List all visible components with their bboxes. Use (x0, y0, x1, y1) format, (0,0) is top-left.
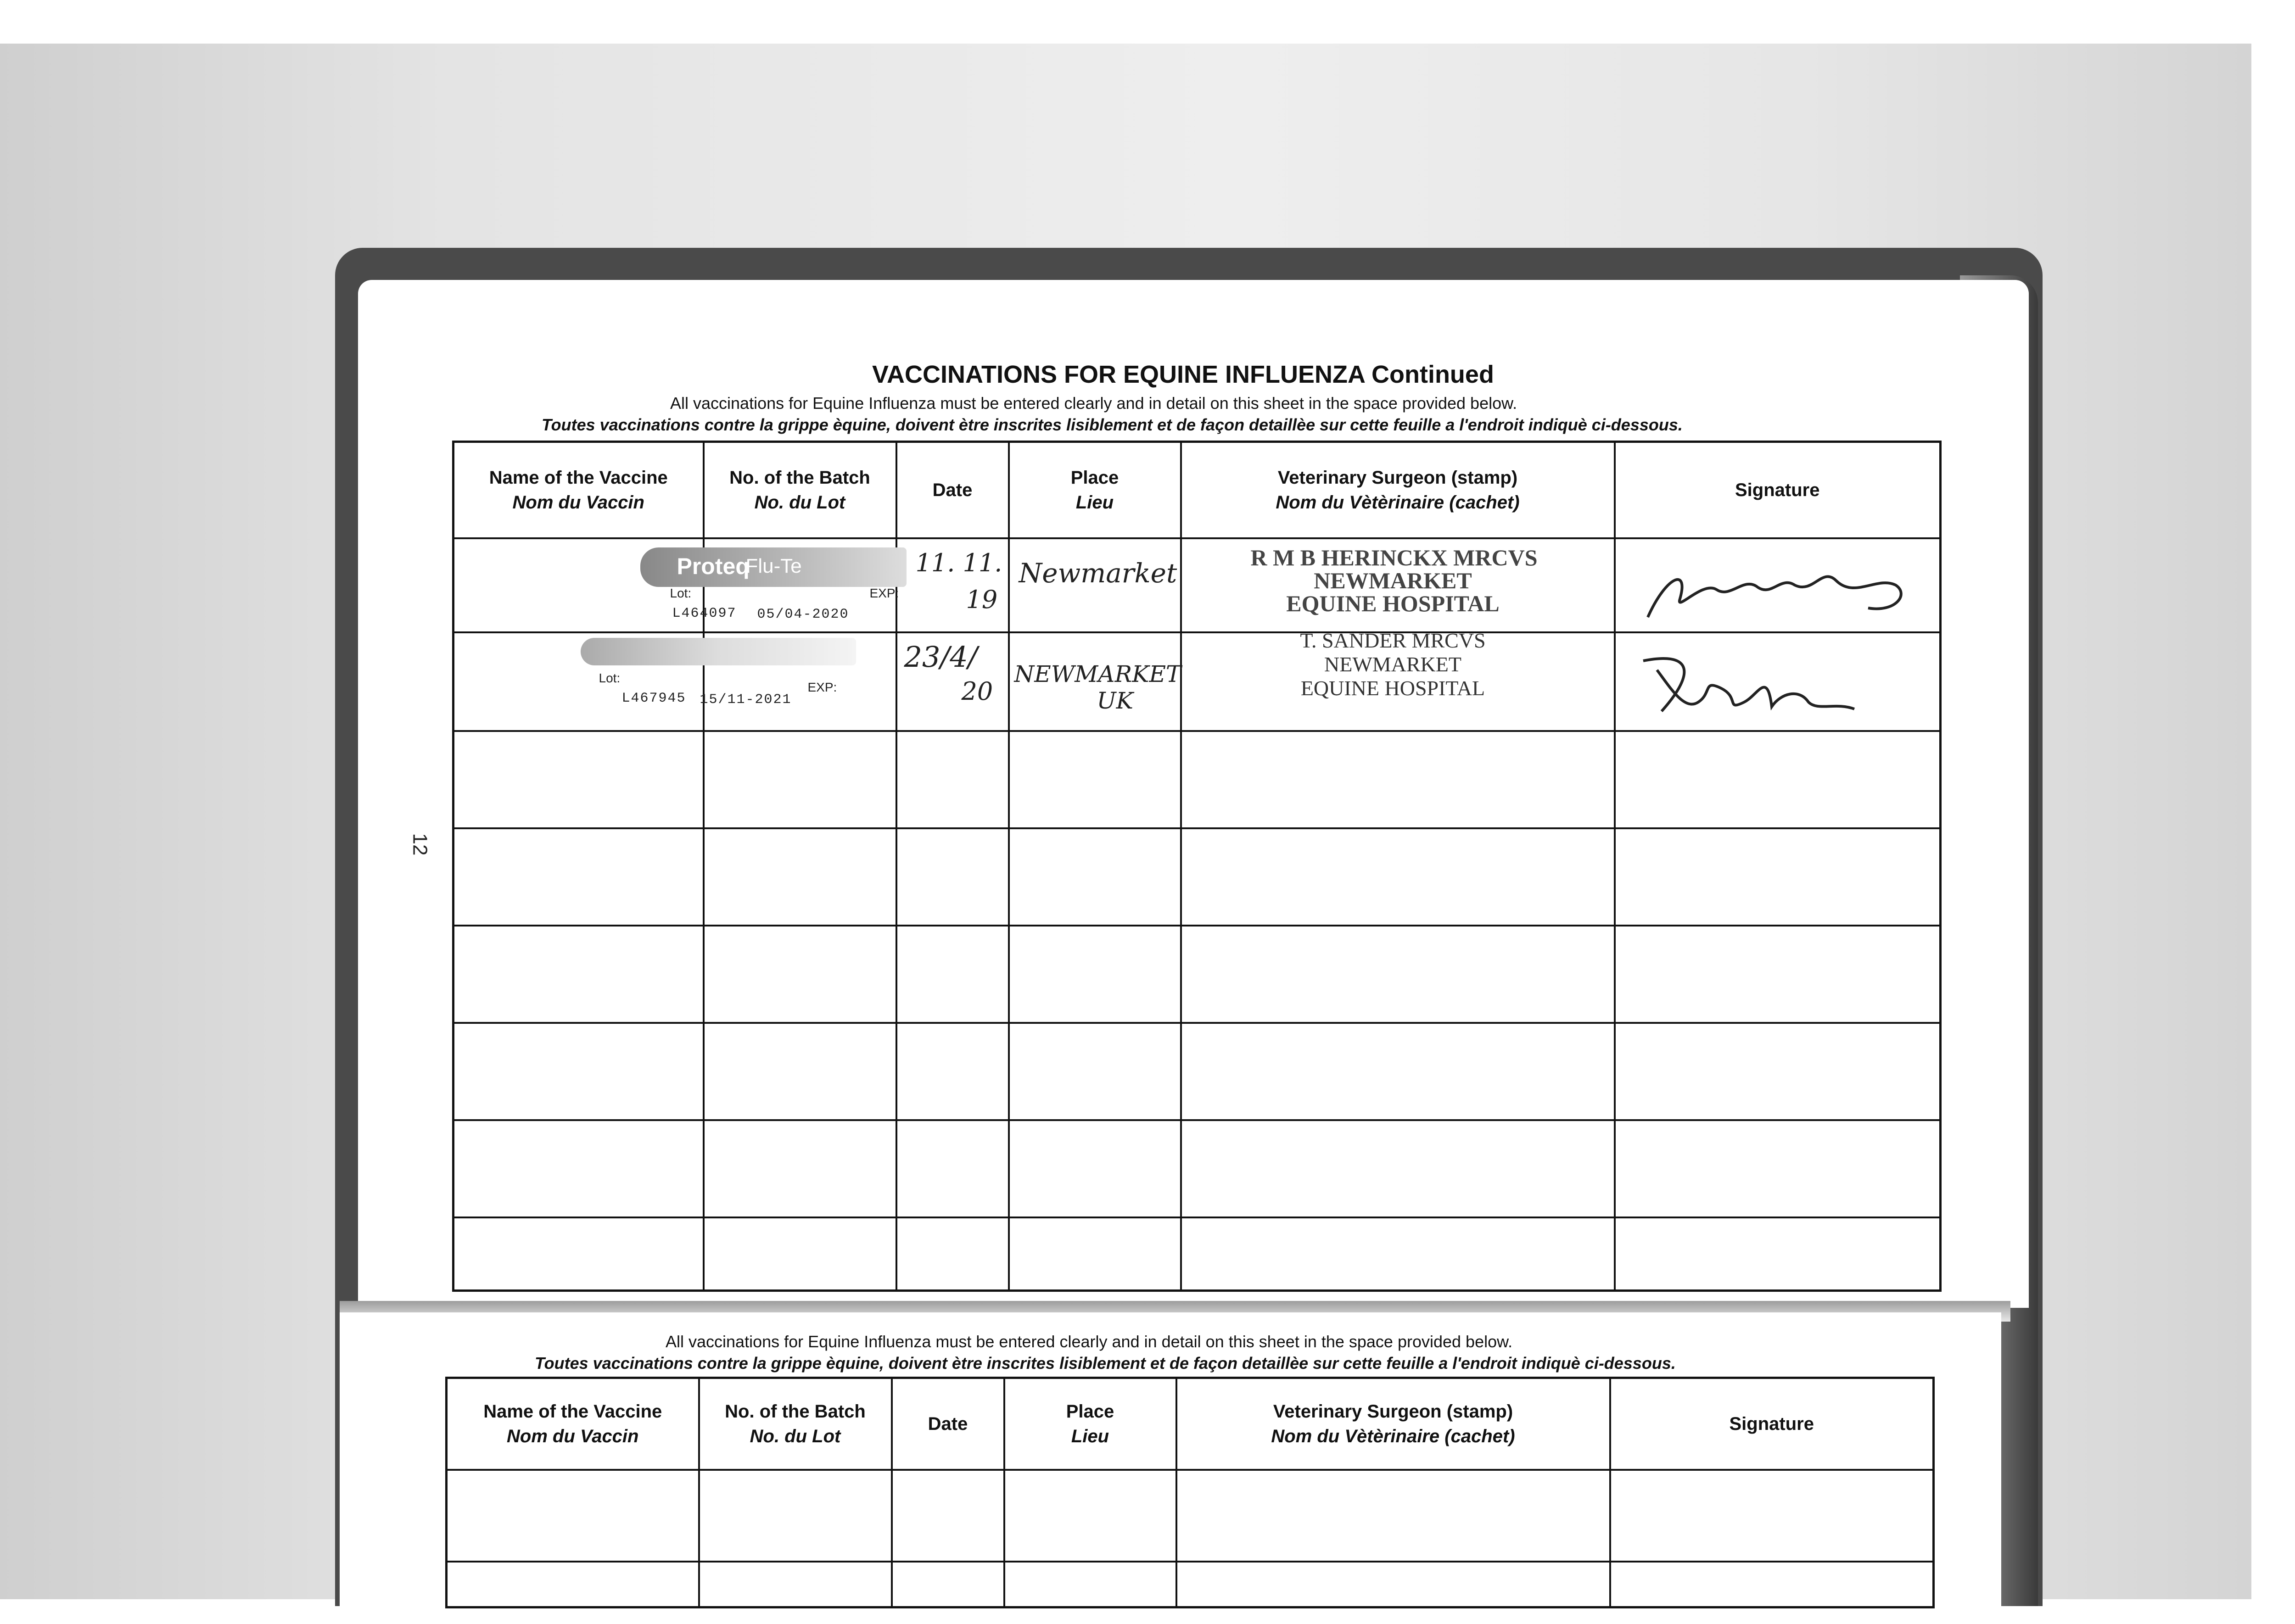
cell-vet-stamp (1181, 628, 1615, 731)
cell-signature (1615, 632, 1941, 731)
table-row (453, 538, 1941, 632)
exp-label: EXP: (869, 586, 899, 600)
lot-expiry: 05/04-2020 (757, 606, 849, 622)
lot-number: L464097 (672, 605, 737, 621)
stamp-line: NEWMARKET (1314, 567, 1472, 593)
table-row (447, 1470, 1934, 1562)
cell-vet-stamp (1181, 538, 1615, 632)
cell-signature (1615, 538, 1941, 632)
stamp-line: EQUINE HOSPITAL (1286, 590, 1500, 616)
table-row (453, 731, 1941, 828)
instruction-english: All vaccinations for Equine Influenza must be entered clearly and in detail on this sheet in the space provided below. (666, 1332, 1513, 1351)
cell-date (896, 538, 1009, 632)
stamp-line: EQUINE HOSPITAL (1300, 676, 1485, 700)
signature-mark (1639, 548, 1914, 626)
table-header-row (447, 1378, 1934, 1470)
table-row (453, 926, 1941, 1023)
stamp-line: R M B HERINCKX MRCVS (1250, 544, 1538, 570)
lot-label: Lot: (670, 586, 692, 600)
stamp-line: NEWMARKET (1324, 652, 1461, 676)
header-batch: No. of the Batch No. du Lot (699, 1378, 892, 1470)
instruction-french: Toutes vaccinations contre la grippe èquine, doivent ètre inscrites lisiblement et de façon detaillèe sur cette feuille a l'endroit indiquè ci-dessous. (535, 1354, 1676, 1373)
vet-stamp (1251, 629, 1535, 700)
header-vet: Veterinary Surgeon (stamp) Nom du Vètèrinaire (cachet) (1181, 442, 1615, 538)
date-handwritten: 11. 11. (915, 548, 1002, 577)
table-row (453, 1217, 1941, 1291)
table-row (447, 1562, 1934, 1607)
header-vaccine: Name of the Vaccine Nom du Vaccin (453, 442, 704, 538)
date-handwritten: 23/4/ (904, 640, 978, 674)
form-title: VACCINATIONS FOR EQUINE INFLUENZA Continued (872, 361, 1494, 388)
vaccine-label-sticker (581, 638, 856, 665)
table-row (453, 632, 1941, 731)
lot-number: L467945 (621, 690, 686, 706)
vaccine-label-sticker (640, 547, 907, 587)
cell-date (896, 632, 1009, 731)
header-place: Place Lieu (1004, 1378, 1176, 1470)
page-number: 12 (409, 833, 431, 856)
vaccination-table-bottom (445, 1377, 1935, 1608)
header-date: Date (896, 442, 1009, 538)
vaccination-table-top (452, 441, 1942, 1292)
cell-batch (670, 538, 899, 632)
vaccine-brand: Proteq (677, 553, 750, 579)
date-year: 19 (966, 585, 998, 614)
header-place: Place Lieu (1009, 442, 1181, 538)
vet-stamp (1250, 544, 1538, 616)
place-handwritten: Newmarket (1019, 557, 1177, 589)
header-batch: No. of the Batch No. du Lot (704, 442, 896, 538)
cell-batch (599, 632, 896, 731)
date-year: 20 (961, 676, 993, 706)
table-header-row (453, 442, 1941, 538)
table-row (453, 1120, 1941, 1217)
table-row (453, 1023, 1941, 1120)
cell-place (1009, 632, 1181, 731)
signature-mark (1634, 652, 1864, 725)
header-date: Date (892, 1378, 1004, 1470)
instruction-french: Toutes vaccinations contre la grippe èquine, doivent ètre inscrites lisiblement et de façon detaillèe sur cette feuille a l'endroit indiquè ci-dessous. (542, 415, 1683, 434)
lot-label: Lot: (599, 670, 621, 685)
stamp-line: T. SANDER MRCVS (1300, 628, 1486, 652)
header-vaccine: Name of the Vaccine Nom du Vaccin (447, 1378, 699, 1470)
place-handwritten: NEWMARKET (1014, 660, 1181, 687)
vaccine-brand-suffix: Flu-Te (745, 554, 802, 577)
header-signature: Signature (1610, 1378, 1934, 1470)
header-vet: Veterinary Surgeon (stamp) Nom du Vètèrinaire (cachet) (1176, 1378, 1610, 1470)
instruction-english: All vaccinations for Equine Influenza must be entered clearly and in detail on this sheet in the space provided below. (670, 394, 1517, 413)
table-row (453, 828, 1941, 926)
lot-expiry: 15/11-2021 (700, 692, 792, 708)
cell-place (1009, 538, 1181, 632)
header-signature: Signature (1615, 442, 1941, 538)
exp-label: EXP: (807, 680, 837, 694)
place-country: UK (1097, 687, 1133, 714)
